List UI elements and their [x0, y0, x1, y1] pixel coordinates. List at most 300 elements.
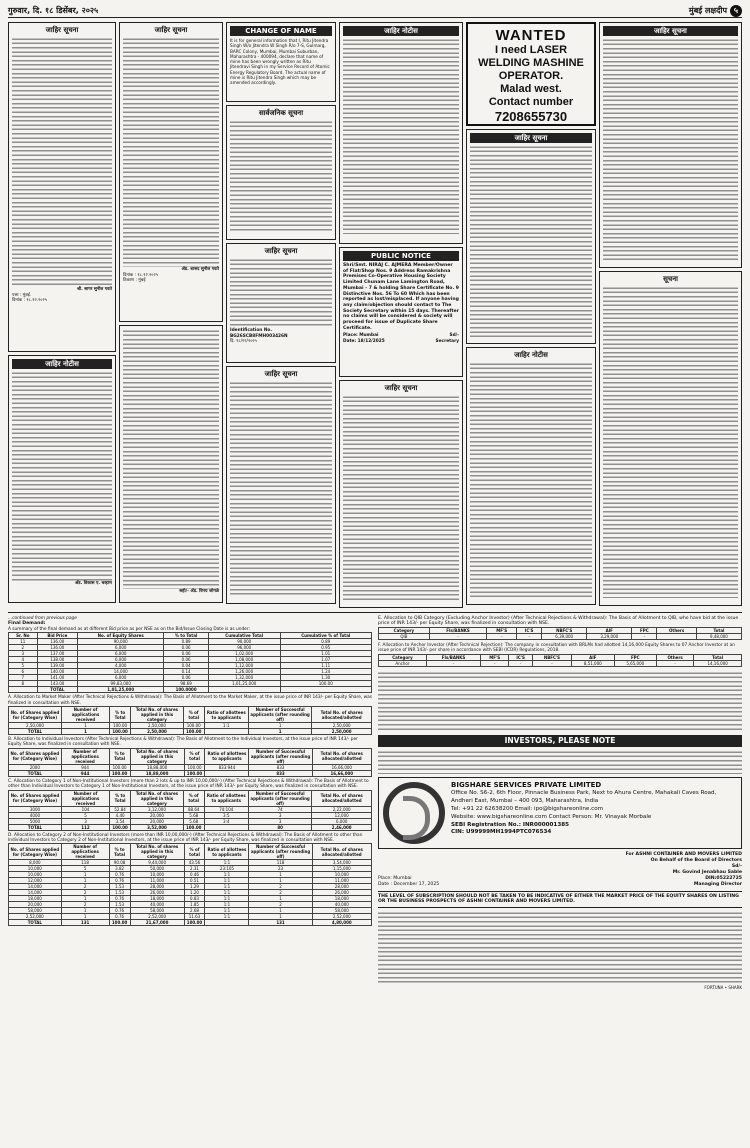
table-cell: 11.63 [184, 914, 205, 920]
table-cell: 100.00 [110, 824, 131, 830]
notice-box-7 [339, 22, 463, 244]
allotment-left [8, 616, 372, 926]
director-din: DIN:05222725 [705, 875, 742, 881]
table-cell: 80 [248, 824, 312, 830]
notice-body-text [123, 37, 219, 267]
table-cell: TOTAL [37, 687, 77, 693]
notice-box-2 [8, 355, 116, 603]
table-header-cell: No. of Shares applied for (Category Wise) [9, 844, 62, 860]
public-notice-place: Place: Mumbai [343, 333, 379, 339]
table-header-row [9, 844, 372, 860]
table-cell: 2 [61, 890, 109, 896]
table-header-cell: Ratio of allottees to applicants [205, 748, 249, 764]
table-cell: 2 [61, 884, 109, 890]
table-cell: 12,000 [9, 878, 62, 884]
table-cell: 20,000 [131, 818, 184, 824]
public-notice-text: Shri/Smt. NIRAJ C. AJMERA Member/Owner of Flat/Shop Nos. 9 Address Ramakrishna Premises Co-Operative Housing Society Limited Chunam Lane Lamington Road, Mumbai - 7 & holding Share Certificate No. 9 Distinctive Nos. 56 To 60 Which has been reported as lost/misplaced. If anyone having any claim/objection should contact to The Society Secretary within 15 days. Thereafter no claims will be considered & society will proceed for issue of Duplicate Share Certificate. [343, 263, 459, 331]
table-cell: 1.07 [280, 657, 371, 663]
table-header-cell: Number of applications received [61, 707, 109, 723]
column-5 [466, 22, 596, 608]
table-cell: 141.00 [37, 675, 77, 681]
table-cell: 1.53 [109, 890, 130, 896]
table-cell [205, 920, 249, 926]
notice-title: सूचना [663, 275, 678, 283]
registrar-box [378, 777, 742, 849]
table-cell: 58,000 [9, 908, 62, 914]
notice-box-4 [119, 325, 223, 603]
section-divider [8, 612, 742, 613]
table-cell: 3:4 [204, 818, 248, 824]
table-cell: 5.68 [183, 818, 204, 824]
table-cell: 40,000 [312, 902, 371, 908]
table-cell: 1 [61, 908, 109, 914]
table-header-cell: Cumulative Total [208, 633, 280, 639]
table-cell: 1 [61, 914, 109, 920]
table-cell: 4.40 [110, 812, 131, 818]
table-cell: 1 [61, 723, 109, 729]
table-cell: 138.00 [37, 657, 77, 663]
table-cell: 11 [9, 639, 38, 645]
table-cell: 944 [61, 770, 109, 776]
table-cell: 14,16,000 [694, 660, 742, 666]
table-header-cell: NBFC'S [532, 654, 571, 660]
section-a-text: A. Allocation to Market Maker (After Technical Rejections & Withdrawal): The Basis of Allotment to the Market Maker, at the issue price of INR 143/- per Equity Share, was finalized in consultation with NSE. [8, 695, 372, 706]
notice-title: जाहिर सूचना [45, 26, 79, 34]
table-cell: 1:1 [205, 860, 249, 866]
table-cell: - [532, 660, 571, 666]
table-cell: 6,000 [78, 645, 164, 651]
bigshare-logo [383, 782, 445, 844]
table-header-cell: IC'S [517, 627, 542, 633]
table-header-cell: No. of Equity Shares [78, 633, 164, 639]
table-cell: 3,29,000 [587, 633, 632, 639]
table-cell: 1.85 [184, 902, 205, 908]
notice-body-text [230, 120, 332, 232]
table-header-cell: Total No. of shares allocated/allotted [312, 844, 371, 860]
table-cell: 143.00 [37, 681, 77, 687]
table-cell: 9,48,000 [696, 633, 741, 639]
notice-box-5 [226, 243, 336, 363]
table-cell: 2,52,000 [312, 914, 371, 920]
registrar-name: BIGSHARE SERVICES PRIVATE LIMITED [451, 780, 602, 789]
notice-body-text [343, 395, 459, 603]
table-header-cell: No. of Shares applied for (Category Wise) [9, 707, 62, 723]
header-date: गुरुवार, दि. १८ डिसेंबर, २०२५ [8, 6, 99, 15]
table-header-cell: Others [657, 627, 696, 633]
table-cell: 100.00 [110, 723, 131, 729]
notice-box-6 [226, 366, 336, 604]
table-cell: 8 [9, 681, 38, 687]
table-cell: 4,80,000 [312, 920, 371, 926]
notice-signature: अ‍ॅड. शासद सुनील गवते [181, 267, 219, 272]
table-cell: - [509, 660, 533, 666]
notice-title: जाहिर नोटीस [343, 26, 459, 36]
public-notice-box [226, 105, 336, 240]
table-row [9, 824, 372, 830]
table-header-cell: MF'S [487, 627, 517, 633]
table-header-cell: Total No. of shares applied in this category [131, 707, 184, 723]
table-cell: 2 [249, 884, 312, 890]
table-cell: 100.00 [183, 729, 204, 735]
notice-date: दि. १८/१२/२०२५ [230, 339, 257, 345]
table-cell: 1.53 [109, 902, 130, 908]
registrar-tel: Tel: +91 22 62638200 Email: ipo@bigshareonline.com [451, 806, 604, 813]
table-cell: 10,000 [9, 872, 62, 878]
table-cell: 0.89 [280, 639, 371, 645]
notice-date: दिनांक : १८.१२.२०२५ [123, 272, 158, 278]
table-header-row [9, 633, 372, 639]
table-header-cell: Total No. of shares applied in this category [130, 748, 184, 764]
table-cell: 88.64 [183, 806, 204, 812]
notice-signature: श्री. सागर सुनील गवते [76, 287, 112, 292]
table-cell: 6,000 [78, 657, 164, 663]
notice-body-text [603, 286, 738, 598]
table-cell: - [632, 633, 657, 639]
table-cell: 1.11 [280, 663, 371, 669]
table-cell: 5,65,000 [614, 660, 657, 666]
table-cell: 944 [61, 764, 109, 770]
section-b-text: B. Allocation to Individual Investors (After Technical Rejections & Withdrawal): The Basis of Allotment to the Individual Investors, at the issue price of INR 143/- per Equity Share, was finalized in consultation with NSE. [8, 737, 358, 748]
table-cell: 7 [9, 675, 38, 681]
table-cell: 90,000 [208, 639, 280, 645]
table-cell [205, 770, 249, 776]
table-cell: 100.00 [184, 920, 205, 926]
table-cell: 118 [249, 860, 312, 866]
public-notice-sign: Sd/- [449, 333, 459, 339]
allotment-right [378, 616, 742, 991]
wanted-need: I need LASER WELDING MASHINE OPERATOR. [478, 44, 584, 82]
notice-body-text [230, 381, 332, 596]
anchor-table [378, 654, 742, 667]
table-header-cell: Number of Successful applicants (after rounding off) [250, 748, 311, 764]
table-cell: 100.00 [183, 723, 204, 729]
table-header-cell: FIs/BANKS [429, 627, 486, 633]
table-cell: 9,44,000 [130, 860, 184, 866]
sign-date: Date : December 17, 2025 [378, 881, 440, 887]
table-header-cell: % of total [183, 790, 204, 806]
table-cell: 3.82 [109, 866, 130, 872]
table-header-cell: % of total [184, 748, 205, 764]
table-cell: 5000 [9, 818, 62, 824]
continued-label: ...continued from previous page [8, 616, 77, 621]
table-cell: 0.06 [164, 651, 209, 657]
table-cell: 1,01,25,000 [208, 681, 280, 687]
table-cell: 0.89 [164, 639, 209, 645]
table-cell: 26,000 [312, 890, 371, 896]
table-cell: 26,000 [130, 890, 184, 896]
table-cell: 1 [61, 872, 109, 878]
table-cell: 43.56 [184, 860, 205, 866]
notice-box-10 [466, 347, 596, 605]
table-cell: 2,50,000 [131, 729, 184, 735]
table-cell [657, 633, 696, 639]
table-cell: 131 [61, 920, 109, 926]
table-cell: 1 [248, 723, 312, 729]
notice-box-3 [119, 22, 223, 322]
table-cell: 2,52,000 [9, 914, 62, 920]
table-cell: - [429, 633, 486, 639]
table-cell: QIB [379, 633, 430, 639]
column-2 [119, 22, 223, 608]
table-cell: 1,12,000 [208, 663, 280, 669]
page-header [8, 4, 742, 18]
table-cell: 58,000 [130, 908, 184, 914]
table-cell: 2000 [9, 764, 62, 770]
table-cell: 3 [9, 651, 38, 657]
header-paper: मुंबई लक्षदीप ५ [689, 5, 742, 17]
table-header-cell: % to Total [109, 844, 130, 860]
table-cell: 1:1 [205, 878, 249, 884]
table-cell: 2,52,000 [130, 914, 184, 920]
table-cell: 3:5 [204, 812, 248, 818]
table-row [379, 633, 742, 639]
table-cell: 0.76 [109, 896, 130, 902]
table-cell: 28,000 [312, 884, 371, 890]
table-cell: 1.20 [184, 890, 205, 896]
table-cell: 18,000 [312, 896, 371, 902]
notice-body-text [343, 38, 459, 234]
notice-title: जाहिर सूचना [603, 26, 738, 36]
table-cell: 12,000 [312, 812, 372, 818]
notice-title: जाहिर सूचना [154, 26, 188, 34]
table-cell: 139.00 [37, 663, 77, 669]
table-cell: 1:1 [204, 723, 248, 729]
investors-note-title: INVESTORS, PLEASE NOTE [378, 735, 742, 747]
table-header-cell: No. of Shares applied for (Category Wise) [9, 790, 62, 806]
table-cell: 28,000 [130, 884, 184, 890]
table-cell: - [487, 633, 517, 639]
table-header-cell: % to Total [109, 748, 130, 764]
table-cell: 136.00 [37, 645, 77, 651]
table-cell: 40,000 [130, 902, 184, 908]
table-cell: 74:104 [204, 806, 248, 812]
table-cell: 1 [249, 872, 312, 878]
notice-title: जाहिर नोटीस [514, 351, 548, 359]
section-f-text: F. Allocation to Anchor Investor (After Technical Rejection): The company in consultation with BRLMs had allotted 14,16,000 Equity Shares to 07 Anchor Investor at an issue price of INR 143/- per share in accordance with SEBI (ICDR) Regulations, 2018. [378, 642, 735, 654]
table-header-cell: Number of applications received [61, 790, 109, 806]
table-header-cell: Total No. of shares allocated/allotted [312, 790, 372, 806]
table-cell: 5 [9, 663, 38, 669]
table-cell: 100.00 [110, 729, 131, 735]
table-cell: 3,12,000 [131, 806, 184, 812]
table-cell: 5.68 [183, 812, 204, 818]
table-cell: 1:1 [205, 908, 249, 914]
nii-category1-table [8, 790, 372, 831]
table-header-cell: AIF [587, 627, 632, 633]
table-header-row [9, 790, 372, 806]
table-header-cell: Number of Successful applicants (after rounding off) [250, 844, 311, 860]
table-cell: 10,000 [130, 872, 184, 878]
table-cell: 0.76 [109, 878, 130, 884]
table-cell: 2,50,000 [312, 723, 372, 729]
footer-tag: FORTUNA • SHARK [704, 985, 742, 991]
table-cell: 100.00 [109, 770, 130, 776]
table-cell: 14,000 [9, 884, 62, 890]
registrar-cin: CIN: U99999MH1994PTC076534 [451, 829, 552, 836]
table-cell: 2,50,000 [312, 729, 372, 735]
table-cell: 1 [249, 878, 312, 884]
table-cell: 100.00 [183, 824, 204, 830]
notice-title: जाहिर सूचना [384, 384, 418, 392]
table-row [9, 729, 372, 735]
notice-box-1 [8, 22, 116, 352]
table-cell: 118 [61, 860, 109, 866]
change-of-name-title: CHANGE OF NAME [230, 26, 332, 36]
table-cell: 2,50,000 [131, 723, 184, 729]
table-cell: 1.53 [109, 884, 130, 890]
wanted-contact-number: 7208655730 [494, 109, 568, 124]
table-cell: 1 [61, 896, 109, 902]
public-notice-secretary: Secretary [435, 339, 459, 345]
table-cell: 0.46 [184, 872, 205, 878]
table-cell: 6,000 [78, 651, 164, 657]
table-cell: 100.0000 [164, 687, 209, 693]
notice-body-text [12, 371, 112, 581]
table-cell: 99,83,000 [78, 681, 164, 687]
notes-text [378, 911, 742, 983]
registrar-website: Website: www.bigshareonline.com Contact Person: Mr. Vinayak Morbale [451, 813, 652, 820]
table-header-cell: Total No. of shares allocated/allotted [312, 707, 372, 723]
table-cell: 1 [249, 914, 312, 920]
table-header-cell: MF'S [481, 654, 509, 660]
subscription-disclaimer: THE LEVEL OF SUBSCRIPTION SHOULD NOT BE TAKEN TO BE INDICATIVE OF EITHER THE MARKET PRICE OF THE EQUITY SHARES ON LISTING OR THE BUSINESS PROSPECTS OF ASHNI CONTAINER AND MOVERS LIMITED. [378, 891, 742, 909]
notice-body-text [230, 258, 332, 328]
table-cell: 21,67,000 [130, 920, 184, 926]
table-cell: 3 [248, 812, 312, 818]
table-cell: 1,08,000 [208, 657, 280, 663]
table-row [379, 660, 742, 666]
table-cell: 2,22,000 [312, 806, 372, 812]
table-header-cell: Total [696, 627, 741, 633]
table-cell: TOTAL [9, 770, 62, 776]
notice-box-12 [599, 271, 742, 606]
table-cell: 1,15,000 [312, 866, 371, 872]
table-header-row [9, 707, 372, 723]
identification-value: BG26SCB8FMH003426N [230, 333, 288, 339]
table-header-cell: % to Total [110, 790, 131, 806]
table-cell: 74 [248, 806, 312, 812]
table-cell: 3 [61, 818, 109, 824]
table-cell: 1,01,25,000 [78, 687, 164, 693]
table-header-cell: NBFC'S [542, 627, 587, 633]
table-cell [204, 729, 248, 735]
section-d-text: D. Allocation to Category 2 of Non-Institutional Investors (more than INR 10,00,000/-) (After Technical Rejections & Withdrawal): The Basis of Allotment to other than Individual Investors to Category 2 of Non-Institutional Investors, at the issue price of INR 143/- per Equity Share, was finalized in consultation with NSE. [8, 832, 363, 844]
table-cell: 16,66,000 [312, 764, 371, 770]
table-cell: 8,51,000 [572, 660, 615, 666]
table-header-cell: Sr. No [9, 633, 38, 639]
table-header-cell: % to Total [110, 707, 131, 723]
table-cell: 20,000 [9, 902, 62, 908]
table-cell: 2 [249, 890, 312, 896]
public-notice-date: Date: 18/12/2025 [343, 339, 385, 345]
notice-body-text [603, 38, 738, 260]
notice-title: जाहिर सूचना [264, 247, 298, 255]
table-header-cell: Number of applications received [61, 748, 109, 764]
board-approval-text [378, 671, 742, 731]
table-cell: 18,88,000 [130, 770, 184, 776]
table-cell: 100.00 [184, 764, 205, 770]
table-header-cell: FPC [614, 654, 657, 660]
table-header-cell: Others [657, 654, 694, 660]
table-cell: 0.83 [184, 896, 205, 902]
sign-sd: Sd/- [731, 863, 742, 869]
identification-label: Identification No. [230, 328, 273, 333]
table-header-cell: Number of Successful applicants (after rounding off) [248, 790, 312, 806]
table-cell: 23:105 [205, 866, 249, 872]
notice-date: दिनांक : १८.१२.२०२५ [12, 298, 47, 304]
table-header-cell: Cumulative % of Total [280, 633, 371, 639]
table-cell: 10,000 [312, 872, 371, 878]
table-cell: 0.76 [109, 914, 130, 920]
wanted-title: WANTED [495, 27, 567, 44]
table-cell: 112 [61, 824, 109, 830]
table-cell: 136.00 [37, 639, 77, 645]
table-cell: 4 [9, 657, 38, 663]
column-6 [599, 22, 742, 608]
table-cell: 1:1 [205, 872, 249, 878]
sign-place: Place: Mumbai [378, 875, 412, 881]
table-header-cell: No. of Shares applied for (Category Wise) [9, 748, 62, 764]
table-cell [208, 687, 280, 693]
table-cell: 0.04 [164, 663, 209, 669]
market-maker-table [8, 706, 372, 735]
table-cell: 1.29 [184, 884, 205, 890]
table-cell: 833:944 [205, 764, 249, 770]
notice-title: जाहिर नोटीस [12, 359, 112, 369]
table-cell: 2 [249, 902, 312, 908]
table-cell: 18,88,000 [130, 764, 184, 770]
table-header-cell: Total [694, 654, 742, 660]
table-cell: 90.08 [109, 860, 130, 866]
table-cell: 5 [61, 812, 109, 818]
table-cell: 1:1 [205, 890, 249, 896]
table-cell: 6 [9, 669, 38, 675]
table-cell: 50,000 [130, 866, 184, 872]
notice-body-text [12, 37, 112, 287]
nii-category2-table [8, 843, 372, 926]
table-cell: 1 [61, 878, 109, 884]
director-name: Mr. Govind Jenabhau Sable [672, 869, 742, 875]
table-cell: 0.95 [280, 645, 371, 651]
on-behalf: On Behalf of the Board of Directors [650, 857, 742, 863]
table-cell: 1:1 [205, 896, 249, 902]
table-cell: 833 [249, 770, 312, 776]
table-cell: 6,000 [312, 818, 372, 824]
column-3 [226, 22, 336, 608]
table-cell: 1 [248, 729, 312, 735]
table-cell: - [517, 633, 542, 639]
table-row [9, 770, 372, 776]
table-header-cell: Ratio of allottees to applicants [205, 844, 249, 860]
notice-address: पत्ता : मुंबई. [12, 292, 32, 298]
section-e-text: E. Allocation to QIB Category (Excluding Anchor Investor) (After Technical Rejections & Withdrawal): The Basis of Allotment to QIB, who have bid at the issue price of INR 143/- per Equity Share, was finalized in consultation with NSE. [378, 616, 739, 627]
notice-body-text [470, 362, 592, 598]
table-cell: 6,000 [78, 675, 164, 681]
table-cell: 140.00 [37, 669, 77, 675]
table-header-cell: Category [379, 654, 427, 660]
table-header-cell: AIF [572, 654, 615, 660]
qib-table [378, 627, 742, 640]
table-header-cell: Ratio of allottees to applicants [204, 790, 248, 806]
table-header-cell: Number of applications received [61, 844, 109, 860]
table-cell: 3000 [9, 806, 62, 812]
table-cell: 1.30 [280, 675, 371, 681]
public-notice-title: सार्वजनिक सूचना [258, 109, 304, 117]
table-header-cell: Ratio of allottees to applicants [204, 707, 248, 723]
table-header-cell: Bid Price [37, 633, 77, 639]
table-cell [204, 824, 248, 830]
table-cell: 0.51 [184, 878, 205, 884]
